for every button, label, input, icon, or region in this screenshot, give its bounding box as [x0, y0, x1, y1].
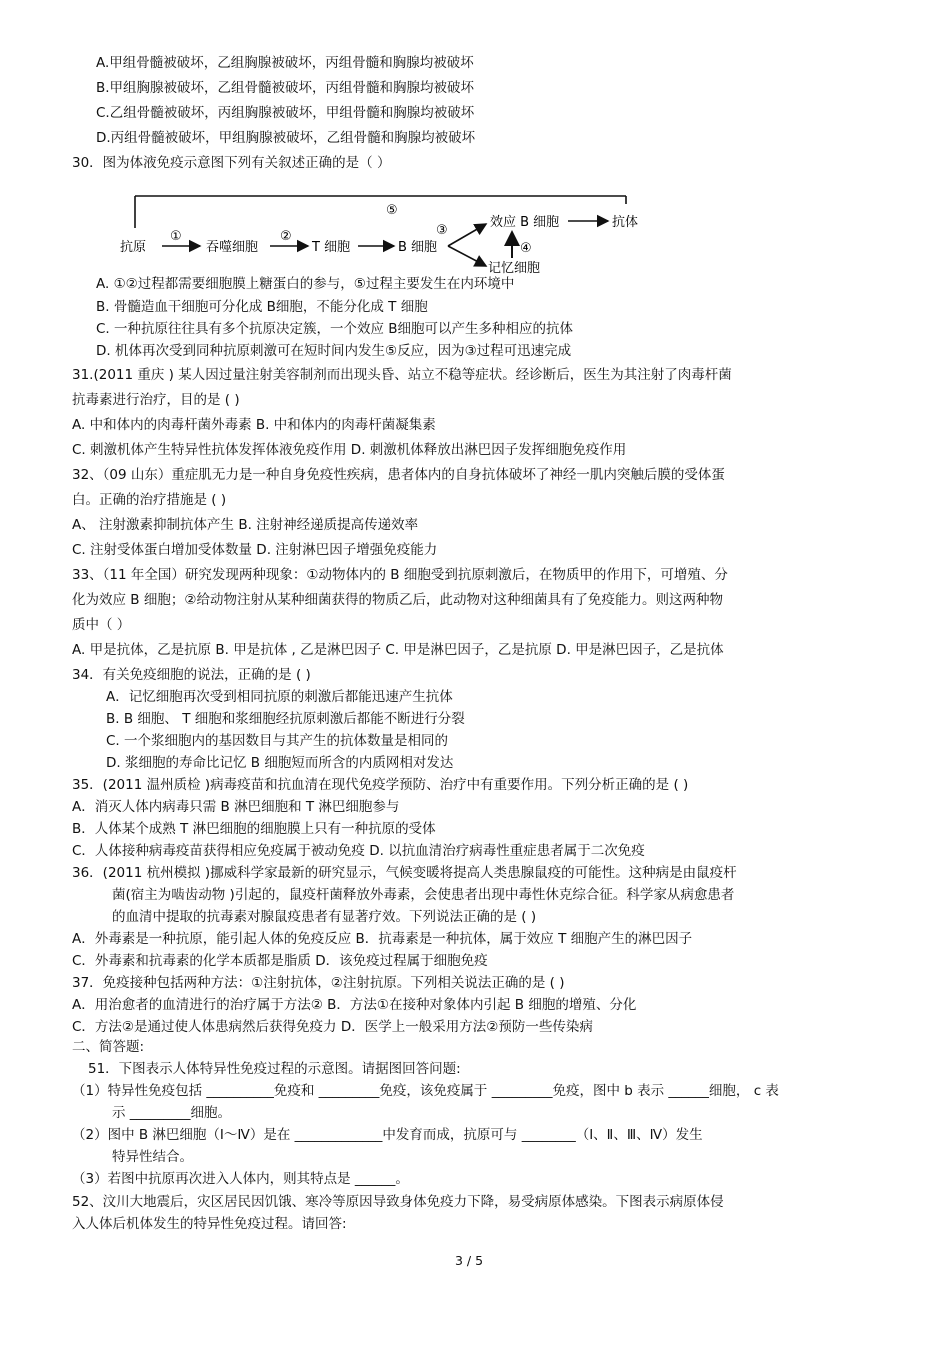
question-30-stem: 30．图为体液免疫示意图下列有关叙述正确的是（ ） [72, 155, 391, 171]
option-line: D. 浆细胞的寿命比记忆 B 细胞短而所含的内质网相对发达 [106, 755, 454, 771]
question-31-line: A. 中和体内的肉毒杆菌外毒素 B. 中和体内的肉毒杆菌凝集素 [72, 417, 436, 433]
question-31-line: 抗毒素进行治疗，目的是 ( ) [72, 392, 240, 408]
question-33-line: 化为效应 B 细胞；②给动物注射从某种细菌获得的物质乙后，此动物对这种细菌具有了免疫能力。则这两种物 [72, 592, 723, 608]
option-line: B.甲组胸腺被破坏，乙组骨髓被破坏，丙组骨髓和胸腺均被破坏 [96, 80, 475, 96]
question-31-line: C. 刺激机体产生特异性抗体发挥体液免疫作用 D. 刺激机体释放出淋巴因子发挥细胞免疫作用 [72, 442, 627, 458]
option-line: A.甲组骨髓被破坏，乙组胸腺被破坏，丙组骨髓和胸腺均被破坏 [96, 55, 474, 71]
question-35-line: 35．(2011 温州质检 )病毒疫苗和抗血清在现代免疫学预防、治疗中有重要作用。下列分析正确的是 ( ) [72, 777, 689, 793]
arrow-3-up [448, 224, 486, 246]
question-34-stem: 34．有关免疫细胞的说法，正确的是 ( ) [72, 667, 311, 683]
question-33-line: 33、（11 年全国）研究发现两种现象：①动物体内的 B 细胞受到抗原刺激后，在物质甲的作用下，可增殖、分 [72, 567, 728, 583]
option-line: C. 一种抗原往往具有多个抗原决定簇，一个效应 B细胞可以产生多种相应的抗体 [96, 321, 574, 337]
question-37-line: 37．免疫接种包括两种方法：①注射抗体，②注射抗原。下列相关说法正确的是 ( ) [72, 975, 565, 991]
question-32-line: C. 注射受体蛋白增加受体数量 D. 注射淋巴因子增强免疫能力 [72, 542, 438, 558]
phagocyte-label: 吞噬细胞 [206, 240, 259, 255]
question-51-line: （1）特异性免疫包括 __________免疫和 _________免疫，该免疫属于 _________免疫，图中 b 表示 ______细胞， c 表 [72, 1083, 779, 1099]
antigen-label: 抗原 [120, 240, 147, 255]
humoral-immunity-diagram [118, 188, 678, 278]
step-2-label: ② [280, 229, 292, 244]
option-line: C. 一个浆细胞内的基因数目与其产生的抗体数量是相同的 [106, 733, 449, 749]
question-32-line: A、 注射激素抑制抗体产生 B. 注射神经递质提高传递效率 [72, 517, 419, 533]
question-32-line: 32、（09 山东）重症肌无力是一种自身免疫性疾病，患者体内的自身抗体破坏了神经一肌内突触后膜的受体蛋 [72, 467, 725, 483]
question-33-line: 质中（ ） [72, 617, 131, 633]
step-1-label: ① [170, 229, 182, 244]
question-35-line: B．人体某个成熟 T 淋巴细胞的细胞膜上只有一种抗原的受体 [72, 821, 436, 837]
section-heading: 二、简答题: [72, 1039, 145, 1055]
antibody-label: 抗体 [612, 215, 639, 230]
question-51-line: 51．下图表示人体特异性免疫过程的示意图。请据图回答问题: [88, 1061, 461, 1077]
question-35-line: C．人体接种病毒疫苗获得相应免疫属于被动免疫 D. 以抗血清治疗病毒性重症患者属于二次免疫 [72, 843, 645, 859]
option-line: B. B 细胞、 T 细胞和浆细胞经抗原刺激后都能不断进行分裂 [106, 711, 465, 727]
question-35-line: A．消灭人体内病毒只需 B 淋巴细胞和 T 淋巴细胞参与 [72, 799, 400, 815]
option-line: A. ①②过程都需要细胞膜上糖蛋白的参与，⑤过程主要发生在内环境中 [96, 276, 515, 292]
question-52-line: 52、汶川大地震后，灾区居民因饥饿、寒冷等原因导致身体免疫力下降，易受病原体感染。下图表示病原体侵 [72, 1194, 724, 1210]
step-3-label: ③ [436, 223, 448, 238]
question-37-line: A．用治愈者的血清进行的治疗属于方法② B．方法①在接种对象体内引起 B 细胞的增殖、分化 [72, 997, 637, 1013]
question-51-line: （3）若图中抗原再次进入人体内，则其特点是 ______。 [72, 1171, 409, 1187]
t-cell-label: T 细胞 [312, 240, 351, 255]
option-line: D. 机体再次受到同种抗原刺激可在短时间内发生⑤反应，因为③过程可迅速完成 [96, 343, 572, 359]
question-51-line: （2）图中 B 淋巴细胞（Ⅰ～Ⅳ）是在 _____________中发育而成，抗原可与 ________（Ⅰ、Ⅱ、Ⅲ、Ⅳ）发生 [72, 1127, 703, 1143]
question-36-line: 36．(2011 杭州模拟 )挪威科学家最新的研究显示，气候变暖将提高人类患腺鼠疫的可能性。这种病是由鼠疫杆 [72, 865, 737, 881]
option-line: A．记忆细胞再次受到相同抗原的刺激后都能迅速产生抗体 [106, 689, 453, 705]
b-cell-label: B 细胞 [398, 240, 438, 255]
step-4-label: ④ [520, 241, 532, 256]
question-31-line: 31.(2011 重庆 ) 某人因过量注射美容制剂而出现头昏、站立不稳等症状。经诊断后，医生为其注射了肉毒杆菌 [72, 367, 732, 383]
option-line: B. 骨髓造血干细胞可分化成 B细胞，不能分化成 T 细胞 [96, 299, 428, 315]
effector-b-cell-label: 效应 B 细胞 [490, 215, 560, 230]
memory-cell-label: 记忆细胞 [488, 261, 541, 276]
option-line: C．外毒素和抗毒素的化学本质都是脂质 D．该免疫过程属于细胞免疫 [72, 953, 488, 969]
arrow-3-down [448, 246, 486, 266]
question-51-line: 示 _________细胞。 [112, 1105, 232, 1121]
step-5-label: ⑤ [386, 203, 398, 218]
question-37-line: C．方法②是通过使人体患病然后获得免疫力 D．医学上一般采用方法②预防一些传染病 [72, 1019, 593, 1035]
question-32-line: 白。正确的治疗措施是 ( ) [72, 492, 227, 508]
question-33-line: A. 甲是抗体，乙是抗原 B. 甲是抗体 , 乙是淋巴因子 C. 甲是淋巴因子，乙是抗原 D. 甲是淋巴因子，乙是抗体 [72, 642, 724, 658]
question-36-line: 菌(宿主为啮齿动物 )引起的，鼠疫杆菌释放外毒素，会使患者出现中毒性休克综合征。科学家从病愈患者 [112, 887, 735, 903]
option-line: C.乙组骨髓被破坏，丙组胸腺被破坏，甲组骨髓和胸腺均被破坏 [96, 105, 475, 121]
question-52-line: 入人体后机体发生的特异性免疫过程。请回答: [72, 1216, 347, 1232]
option-line: D.丙组骨髓被破坏，甲组胸腺被破坏，乙组骨髓和胸腺均被破坏 [96, 130, 476, 146]
option-line: A．外毒素是一种抗原，能引起人体的免疫反应 B．抗毒素是一种抗体，属于效应 T 细胞产生的淋巴因子 [72, 931, 693, 947]
question-51-line: 特异性结合。 [112, 1149, 193, 1165]
question-36-line: 的血清中提取的抗毒素对腺鼠疫患者有显著疗效。下列说法正确的是 ( ) [112, 909, 537, 925]
page-number: 3 / 5 [455, 1253, 484, 1268]
